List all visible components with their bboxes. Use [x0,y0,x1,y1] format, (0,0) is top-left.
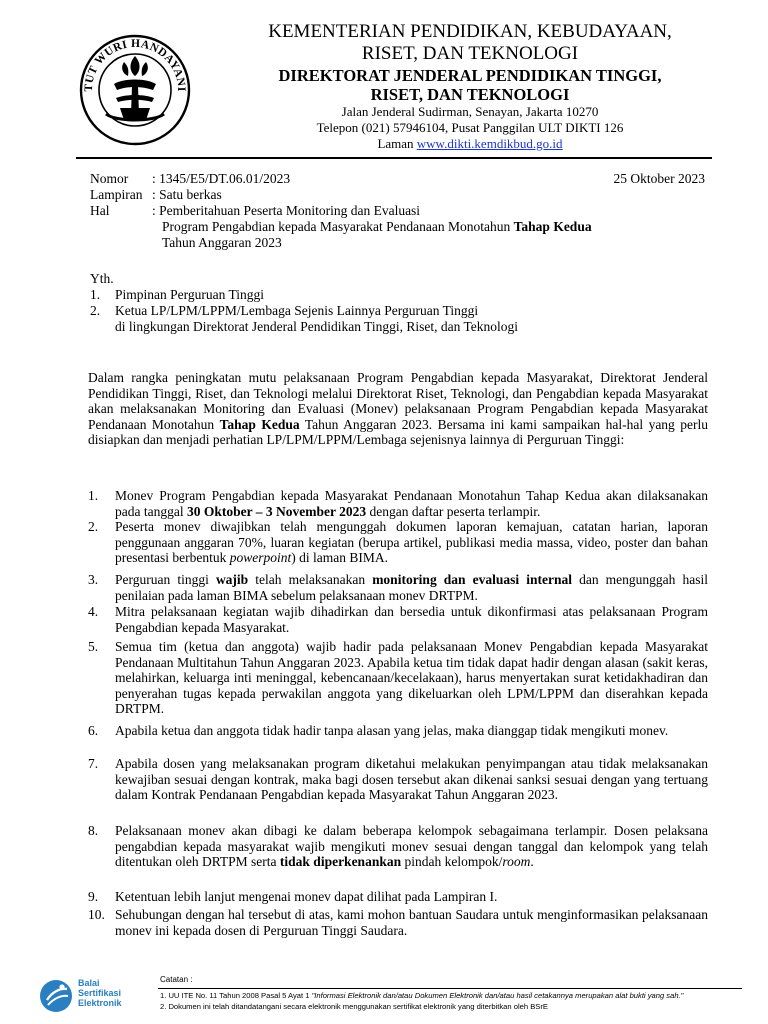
intro-bold: Tahap Kedua [219,416,300,432]
list-item-text: Mitra pelaksanaan kegiatan wajib dihadirkan dan bersedia untuk dikonfirmasi atas pelaksanaan Program Pengabdian kepada Masyarakat. [115,604,708,635]
directorate-name-line2: RISET, DAN TEKNOLOGI [370,85,570,104]
hal-line2-bold: Tahap Kedua [513,219,592,234]
tut-wuri-handayani-logo [76,28,194,146]
list-item-text: Semua tim (ketua dan anggota) wajib hadir pada pelaksanaan Monev Pengabdian kepada Masyarakat Pendanaan Multitahun Tahun Anggaran 2023. Apabila ketua tim tidak dapat hadir dengan alasan (sakit keras, melahirkan, keluarga inti meninggal, kebencanaan/kecelakaan), harus menyertakan surat ketidakhadiran dan penyerahan tugas kepada perwakilan anggota yang dikeluarkan oleh LPM/LPPM dan diserahkan kepada DRTPM. [115,639,708,717]
footer-divider [158,988,742,989]
list-item-text: Sehubungan dengan hal tersebut di atas, kami mohon bantuan Saudara untuk menginformasikan pelaksanaan monev ini kepada dosen di Perguruan Tinggi Saudara. [115,907,708,938]
intro-text-1: Dalam rangka peningkatan mutu pelaksanaan Program Pengabdian kepada Masyarakat, Direktorat Jenderal Pendidikan Tinggi, Riset, dan Teknologi melalui Direktorat Riset, Teknologi, dan Pengabdian kepada Masyarakat akan melaksanakan Monitoring dan Evaluasi (Monev) pelaksanaan Program Pengabdian kepada Masyarakat Pendanaan Monotahun [88,370,708,432]
footer-catatan: Catatan : [160,975,193,984]
list-item-number: 7. [88,756,99,771]
intro-text-2: Tahun Anggaran 2023. Bersama ini kami sampaikan hal-hal yang perlu disiapkan dan menjadi perhatian LP/LPM/LPPM/Lembaga sejenisnya lainnya di Perguruan Tinggi: [88,416,708,448]
list-item-number: 3. [88,572,99,587]
website-link[interactable]: www.dikti.kemdikbud.go.id [416,136,563,151]
ministry-name-line1: KEMENTERIAN PENDIDIKAN, KEBUDAYAAN, [268,21,672,42]
list-item-text: Perguruan tinggi wajib telah melaksanakan monitoring dan evaluasi internal dan mengunggah hasil penilaian pada laman BIMA sebelum pelaksanaan monev DRTPM. [115,572,708,603]
svg-text:TUT WURI HANDAYANI: TUT WURI HANDAYANI [82,37,188,92]
list-item-text: Monev Program Pengabdian kepada Masyarakat Pendanaan Monotahun Tahap Kedua akan dilaksanakan pada tanggal 30 Oktober – 3 November 2023 dengan daftar peserta terlampir. [115,488,708,519]
list-item-number: 2. [88,519,99,534]
hal-line2-text: Program Pengabdian kepada Masyarakat Pendanaan Monotahun [162,219,511,234]
website-label: Laman [377,136,414,151]
bsre-logo [38,976,148,1016]
website-line [190,136,750,152]
list-item-number: 4. [88,604,99,619]
hal-label: Hal [90,203,110,218]
hal-line1: : Pemberitahuan Peserta Monitoring dan Evaluasi [152,203,421,218]
bsre-line2: Sertifikasi [78,988,122,998]
recipient-yth: Yth. [90,271,114,286]
footer-note-1-quote: "Informasi Elektronik dan/atau Dokumen Elektronik dan/atau hasil cetakannya merupakan alat bukti yang sah." [311,991,684,1000]
list-item-number: 6. [88,723,99,738]
list-item-text: Ketentuan lebih lanjut mengenai monev dapat dilihat pada Lampiran I. [115,889,498,904]
list-item-text: Peserta monev diwajibkan telah mengunggah dokumen laporan kemajuan, catatan harian, laporan penggunaan anggaran 70%, luaran kegiatan (berupa artikel, publikasi media massa, video, poster dan bahan presentasi berbentuk powerpoint) di laman BIMA. [115,519,708,566]
intro-paragraph [88,370,708,448]
footer-note-1 [160,991,760,1001]
recipient-1: Pimpinan Perguruan Tinggi [115,287,265,302]
lampiran-value: : Satu berkas [152,187,222,202]
hal-line2 [162,219,592,235]
bsre-line3: Elektronik [78,998,122,1008]
ministry-name-line2: RISET, DAN TEKNOLOGI [361,43,579,64]
footer-note-2: 2. Dokumen ini telah ditandatangani secara elektronik menggunakan sertifikat elektronik yang diterbitkan oleh BSrE [160,1002,548,1011]
bsre-line1: Balai [78,978,100,988]
list-item-text: Apabila ketua dan anggota tidak hadir tanpa alasan yang jelas, maka dianggap tidak mengikuti monev. [115,723,669,738]
letter-date: 25 Oktober 2023 [613,171,705,186]
bsre-emblem-icon [38,978,74,1014]
address-line: Jalan Jenderal Sudirman, Senayan, Jakarta 10270 [341,104,599,119]
recipient-2-num: 2. [90,303,101,318]
phone-line: Telepon (021) 57946104, Pusat Panggilan ULT DIKTI 126 [316,120,624,135]
header-divider [76,157,712,159]
recipient-2-line1: Ketua LP/LPM/LPPM/Lembaga Sejenis Lainnya Perguruan Tinggi [115,303,479,318]
list-item-number: 5. [88,639,99,654]
list-item-number: 8. [88,823,99,838]
lampiran-label: Lampiran [90,187,143,202]
footer-note-1-ref: 1. UU ITE No. 11 Tahun 2008 Pasal 5 Ayat 1 [160,991,310,1000]
list-item-number: 9. [88,889,99,904]
list-item-text: Pelaksanaan monev akan dibagi ke dalam beberapa kelompok sebagaimana terlampir. Dosen pelaksana pengabdian kepada masyarakat wajib mengikuti monev sesuai dengan tanggal dan kelompok yang telah ditentukan oleh DRTPM serta tidak diperkenankan pindah kelompok/room. [115,823,708,870]
recipient-1-num: 1. [90,287,101,302]
list-item-number: 1. [88,488,99,503]
list-item-number: 10. [88,907,105,922]
list-item-text: Apabila dosen yang melaksanakan program diketahui melakukan penyimpangan atau tidak melaksanakan kewajiban sesuai dengan kontrak, maka bagi dosen tersebut akan dikenai sanksi sesuai dengan yang tertuang dalam Kontrak Pendanaan Pengabdian kepada Masyarakat Tahun Anggaran 2023. [115,756,708,803]
nomor-value: : 1345/E5/DT.06.01/2023 [152,171,291,186]
recipient-2-line2: di lingkungan Direktorat Jenderal Pendidikan Tinggi, Riset, dan Teknologi [115,319,519,334]
hal-line3: Tahun Anggaran 2023 [162,235,282,250]
nomor-label: Nomor [90,171,129,186]
directorate-name-line1: DIREKTORAT JENDERAL PENDIDIKAN TINGGI, [278,66,662,85]
